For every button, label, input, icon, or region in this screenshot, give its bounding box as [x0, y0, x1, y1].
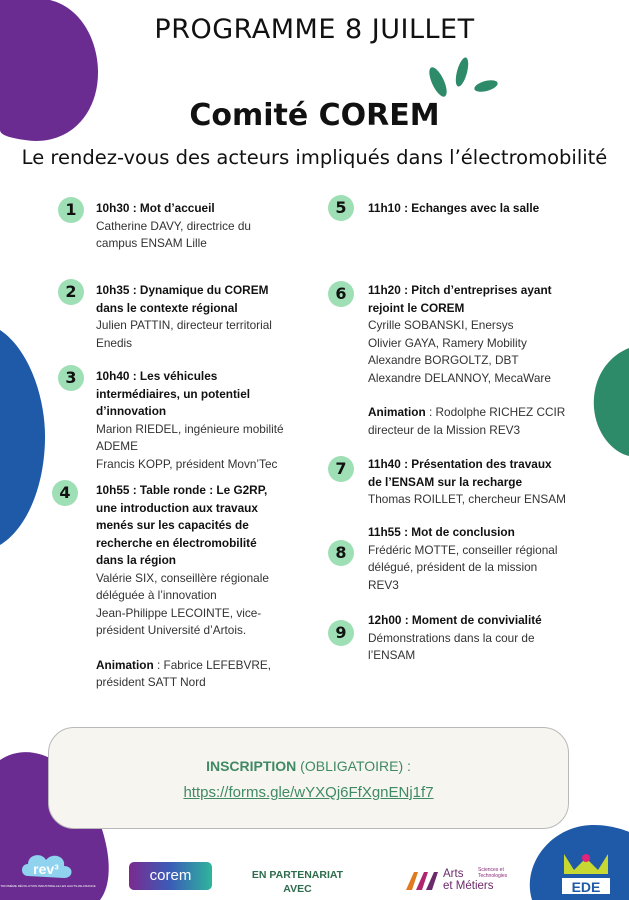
rev3-logo: [0, 846, 96, 892]
agenda-item-8: [368, 524, 557, 594]
agenda-item-7: [368, 456, 566, 509]
agenda-time: rejoint le COREM: [368, 300, 465, 315]
agenda-speaker: Enedis: [96, 335, 133, 350]
registration-link[interactable]: https://forms.gle/wYXQj6FfXgnENj1f7: [183, 784, 434, 801]
registration-label-rest: (OBLIGATOIRE) :: [296, 758, 411, 774]
agenda-speaker: Démonstrations dans la cour de: [368, 630, 535, 645]
agenda-time: dans la région: [96, 553, 176, 567]
agenda-speaker: Julien PATTIN, directeur territorial: [96, 318, 272, 332]
agenda-speaker: Olivier GAYA, Ramery Mobility: [368, 335, 527, 350]
arts-et-metiers-tagline: [478, 867, 507, 879]
agenda-item-5: [368, 200, 539, 218]
agenda-item-9: [368, 612, 542, 665]
agenda-speaker: Thomas ROILLET, chercheur ENSAM: [368, 492, 566, 506]
am-small-1: Sciences et: [478, 867, 504, 873]
agenda-time: 10h30 : Mot d’accueil: [96, 201, 215, 215]
agenda-time: 12h00 : Moment de convivialité: [368, 613, 542, 627]
step-badge-5: 5: [328, 195, 354, 221]
agenda-time: 11h10 : Echanges avec la salle: [368, 201, 540, 215]
agenda-time: 10h35 : Dynamique du COREM: [96, 283, 269, 297]
agenda-time: une introduction aux travaux: [96, 500, 258, 515]
animation-label: Animation: [96, 657, 154, 672]
animation-label: Animation: [368, 405, 426, 419]
am-line-2: et Métiers: [443, 880, 494, 892]
agenda-animation: [96, 657, 271, 675]
step-badge-2: 2: [58, 279, 84, 305]
agenda-time: intermédiaires, un potentiel: [96, 386, 251, 401]
agenda-item-4: [96, 482, 271, 692]
am-line-1: Arts: [443, 868, 464, 880]
step-badge-3: 3: [58, 365, 84, 391]
agenda-time: 11h40 : Présentation des travaux: [368, 457, 552, 471]
agenda-speaker: Frédéric MOTTE, conseiller régional: [368, 542, 558, 557]
step-badge-1: 1: [58, 197, 84, 223]
agenda-item-6: [368, 282, 565, 439]
agenda-speaker: Cyrille SOBANSKI, Enersys: [368, 318, 514, 332]
agenda-time: 11h55 : Mot de conclusion: [368, 525, 515, 539]
agenda-time: dans le contexte régional: [96, 300, 238, 315]
agenda-speaker: REV3: [368, 577, 399, 592]
step-badge-7: 7: [328, 456, 354, 482]
arts-et-metiers-logo-mark: [404, 868, 440, 892]
agenda-item-1: [96, 200, 251, 253]
agenda-animation-line: président SATT Nord: [96, 675, 206, 689]
agenda-time: 10h40 : Les véhicules: [96, 369, 218, 383]
animation-host: : Rodolphe RICHEZ CCIR: [425, 405, 566, 419]
agenda-speaker: campus ENSAM Lille: [96, 236, 207, 250]
partner-line-2: AVEC: [283, 883, 312, 895]
agenda-animation-line: directeur de la Mission REV3: [368, 422, 521, 437]
am-small-2: Technologies: [478, 873, 508, 879]
agenda-animation: [368, 404, 565, 422]
agenda-speaker: Jean-Philippe LECOINTE, vice-: [96, 605, 262, 620]
agenda-time: recherche en électromobilité: [96, 535, 257, 550]
agenda-speaker: délégué, président de la mission: [368, 560, 538, 574]
agenda-speaker: président Université d’Artois.: [96, 623, 247, 637]
agenda-item-3: [96, 368, 284, 473]
partner-line-1: EN PARTENARIAT: [251, 869, 344, 881]
step-badge-4: 4: [52, 480, 78, 506]
agenda-speaker: ADEME: [96, 439, 138, 453]
ede-logo-text: EDE: [571, 879, 601, 895]
registration-label-bold: INSCRIPTION: [206, 758, 297, 774]
step-badge-6: 6: [328, 281, 354, 307]
event-subtitle: Le rendez-vous des acteurs impliqués dans l’électromobilité: [21, 146, 608, 169]
corem-logo: corem: [129, 862, 212, 890]
step-badge-9: 9: [328, 620, 354, 646]
page-title: PROGRAMME 8 JUILLET: [154, 14, 475, 45]
agenda-time: de l’ENSAM sur la recharge: [368, 474, 523, 489]
agenda-speaker: Alexandre BORGOLTZ, DBT: [368, 353, 519, 367]
step-badge-8: 8: [328, 540, 354, 566]
agenda-time: 11h20 : Pitch d’entreprises ayant: [368, 283, 552, 297]
agenda-speaker: Marion RIEDEL, ingénieure mobilité: [96, 421, 284, 436]
agenda-speaker: déléguée à l’innovation: [96, 588, 217, 602]
agenda-time: d’innovation: [96, 404, 167, 418]
partner-text: [250, 868, 345, 896]
registration-label: [49, 758, 568, 774]
agenda-speaker: l’ENSAM: [368, 648, 416, 662]
agenda-time: menés sur les capacités de: [96, 518, 249, 532]
agenda-speaker: Catherine DAVY, directrice du: [96, 218, 251, 233]
animation-host: : Fabrice LEFEBVRE,: [153, 657, 272, 672]
blue-shape-left: [0, 330, 48, 550]
agenda-item-2: [96, 282, 272, 352]
teal-shape-right: [592, 348, 629, 458]
agenda-speaker: Valérie SIX, conseillère régionale: [96, 570, 269, 585]
agenda-time: 10h55 : Table ronde : Le G2RP,: [96, 483, 268, 497]
rev3-logo-text: rev³: [33, 861, 59, 877]
agenda-speaker: Francis KOPP, président Movn’Tec: [96, 456, 278, 471]
rev3-logo-small: TROISIÈME RÉVOLUTION INDUSTRIELLE LES HAUTS-DE-FRANCE: [0, 884, 96, 888]
ede-logo: [558, 850, 614, 896]
event-title: Comité COREM: [189, 98, 440, 133]
agenda-speaker: Alexandre DELANNOY, MecaWare: [368, 370, 551, 385]
leaf-icon: [416, 54, 506, 104]
registration-box: [48, 727, 569, 829]
